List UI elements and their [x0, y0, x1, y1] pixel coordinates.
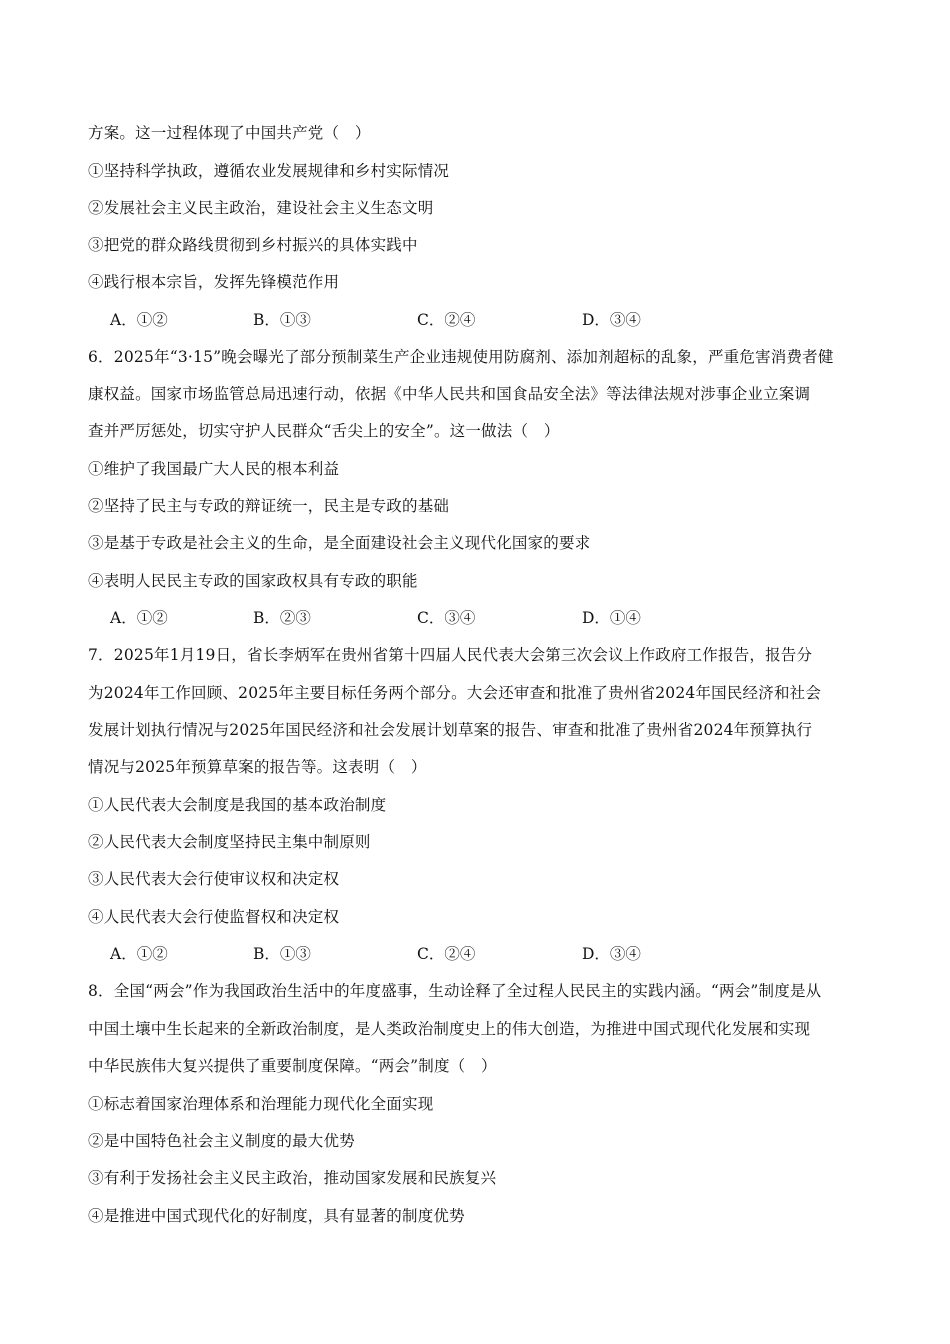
q6-option-a[interactable]: A．①② — [110, 609, 168, 627]
q8-stem-line-3: 中华民族伟大复兴提供了重要制度保障。“两会”制度（ ） — [88, 1057, 497, 1075]
q5-item-4: ④践行根本宗旨，发挥先锋模范作用 — [88, 273, 340, 291]
q8-stem-line-1: 8．全国“两会”作为我国政治生活中的年度盛事，生动诠释了全过程人民民主的实践内涵。“两会”制度是从 — [88, 982, 822, 1000]
q6-item-2: ②坚持了民主与专政的辩证统一，民主是专政的基础 — [88, 497, 450, 515]
q6-stem-line-3: 查并严厉惩处，切实守护人民群众“舌尖上的安全”。这一做法（ ） — [88, 422, 560, 440]
q5-item-1: ①坚持科学执政，遵循农业发展规律和乡村实际情况 — [88, 162, 450, 180]
q5-options — [110, 309, 810, 331]
q8-item-3: ③有利于发扬社会主义民主政治，推动国家发展和民族复兴 — [88, 1169, 497, 1187]
q6-stem-line-1: 6．2025年“3·15”晚会曝光了部分预制菜生产企业违规使用防腐剂、添加剂超标的乱象，严重危害消费者健 — [88, 348, 834, 366]
q6-item-4: ④表明人民民主专政的国家政权具有专政的职能 — [88, 572, 418, 590]
q5-stem-tail: 方案。这一过程体现了中国共产党（ ） — [88, 124, 371, 142]
q7-item-1: ①人民代表大会制度是我国的基本政治制度 — [88, 796, 387, 814]
q5-option-a[interactable]: A．①② — [110, 311, 168, 329]
q5-option-c[interactable]: C．②④ — [417, 311, 476, 329]
q7-item-3: ③人民代表大会行使审议权和决定权 — [88, 870, 340, 888]
q7-item-4: ④人民代表大会行使监督权和决定权 — [88, 908, 340, 926]
q6-option-b[interactable]: B．②③ — [253, 609, 311, 627]
q7-option-c[interactable]: C．②④ — [417, 945, 476, 963]
q5-option-d[interactable]: D．③④ — [582, 311, 641, 329]
q6-option-c[interactable]: C．③④ — [417, 609, 476, 627]
q5-item-3: ③把党的群众路线贯彻到乡村振兴的具体实践中 — [88, 236, 418, 254]
q6-option-d[interactable]: D．①④ — [582, 609, 641, 627]
q7-stem-line-2: 为2024年工作回顾、2025年主要目标任务两个部分。大会还审查和批准了贵州省2024年国民经济和社会 — [88, 684, 822, 702]
q6-item-1: ①维护了我国最广大人民的根本利益 — [88, 460, 340, 478]
q7-stem-line-1: 7．2025年1月19日，省长李炳军在贵州省第十四届人民代表大会第三次会议上作政府工作报告，报告分 — [88, 646, 813, 664]
q8-item-1: ①标志着国家治理体系和治理能力现代化全面实现 — [88, 1095, 434, 1113]
q5-item-2: ②发展社会主义民主政治，建设社会主义生态文明 — [88, 199, 434, 217]
q8-item-4: ④是推进中国式现代化的好制度，具有显著的制度优势 — [88, 1207, 465, 1225]
q6-options — [110, 607, 810, 629]
q7-option-d[interactable]: D．③④ — [582, 945, 641, 963]
q5-option-b[interactable]: B．①③ — [253, 311, 311, 329]
q7-stem-line-4: 情况与2025年预算草案的报告等。这表明（ ） — [88, 758, 427, 776]
q6-item-3: ③是基于专政是社会主义的生命，是全面建设社会主义现代化国家的要求 — [88, 534, 591, 552]
q7-option-b[interactable]: B．①③ — [253, 945, 311, 963]
q8-item-2: ②是中国特色社会主义制度的最大优势 — [88, 1132, 355, 1150]
q7-item-2: ②人民代表大会制度坚持民主集中制原则 — [88, 833, 371, 851]
q8-stem-line-2: 中国土壤中生长起来的全新政治制度，是人类政治制度史上的伟大创造，为推进中国式现代化发展和实现 — [88, 1020, 811, 1038]
q6-stem-line-2: 康权益。国家市场监管总局迅速行动，依据《中华人民共和国食品安全法》等法律法规对涉事企业立案调 — [88, 385, 811, 403]
q7-stem-line-3: 发展计划执行情况与2025年国民经济和社会发展计划草案的报告、审查和批准了贵州省2024年预算执行 — [88, 721, 813, 739]
q7-options — [110, 943, 810, 965]
q7-option-a[interactable]: A．①② — [110, 945, 168, 963]
